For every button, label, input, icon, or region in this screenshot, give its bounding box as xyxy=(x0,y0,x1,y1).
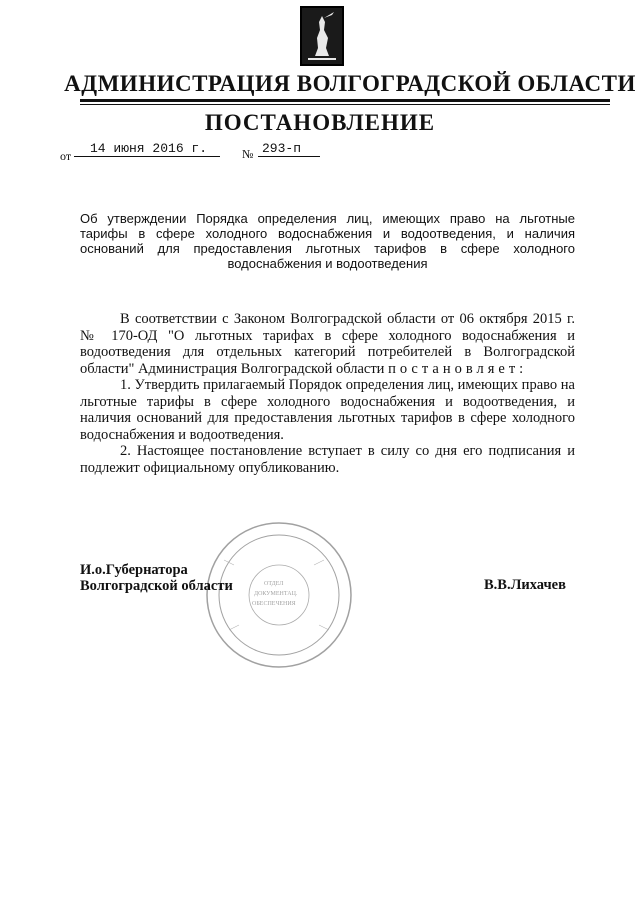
svg-text:ОТДЕЛ: ОТДЕЛ xyxy=(264,581,284,587)
signer-position-line1: И.о.Губернатора xyxy=(80,562,188,578)
resolution-item-2: 2. Настоящее постановление вступает в силу со дня его подписания и подлежит официальному опубликованию. xyxy=(80,443,575,476)
svg-text:ДОКУМЕНТАЦ.: ДОКУМЕНТАЦ. xyxy=(254,591,298,597)
date-label: от xyxy=(60,149,72,163)
document-date: 14 июня 2016 г. xyxy=(74,141,220,157)
svg-text:ОБЕСПЕЧЕНИЯ: ОБЕСПЕЧЕНИЯ xyxy=(252,601,296,607)
preamble-paragraph xyxy=(80,311,575,377)
resolution-item-1: 1. Утвердить прилагаемый Порядок определения лиц, имеющих право на льготные тарифы в сфере холодного водоснабжения и водоотведения, и наличия оснований для предоставления льготных тарифов в сфере холодного водоснабжения и водоотведения. xyxy=(80,377,575,443)
volgograd-emblem-icon xyxy=(300,6,344,66)
signer-position xyxy=(80,562,233,594)
signer-position-line2: Волгоградской области xyxy=(80,578,233,594)
number-label: № xyxy=(242,147,254,161)
header-divider-thick xyxy=(80,99,610,102)
official-seal-icon xyxy=(204,520,354,670)
header-divider-thin xyxy=(80,104,610,105)
resolution-keyword: постановляет: xyxy=(388,360,528,377)
organization-title: АДМИНИСТРАЦИЯ ВОЛГОГРАДСКОЙ ОБЛАСТИ xyxy=(64,71,636,96)
signer-name: В.В.Лихачев xyxy=(484,577,566,593)
document-number: 293-п xyxy=(258,141,320,157)
preamble-text: В соответствии с Законом Волгоградской области от 06 октября 2015 г. № 170-ОД "О льготных тарифах в сфере холодного водоснабжения и водоотведения для отдельных категорий потребителей в Волгоградской области" Администрация Волгоградской области xyxy=(80,311,575,377)
document-body xyxy=(80,311,575,476)
document-subject: Об утверждении Порядка определения лиц, имеющих право на льготные тарифы в сфере холодного водоснабжения и водоотведения, и наличия оснований для предоставления льготных тарифов в сфере холодного водоснабжения и водоотведения xyxy=(80,211,575,271)
document-type: ПОСТАНОВЛЕНИЕ xyxy=(204,110,436,135)
